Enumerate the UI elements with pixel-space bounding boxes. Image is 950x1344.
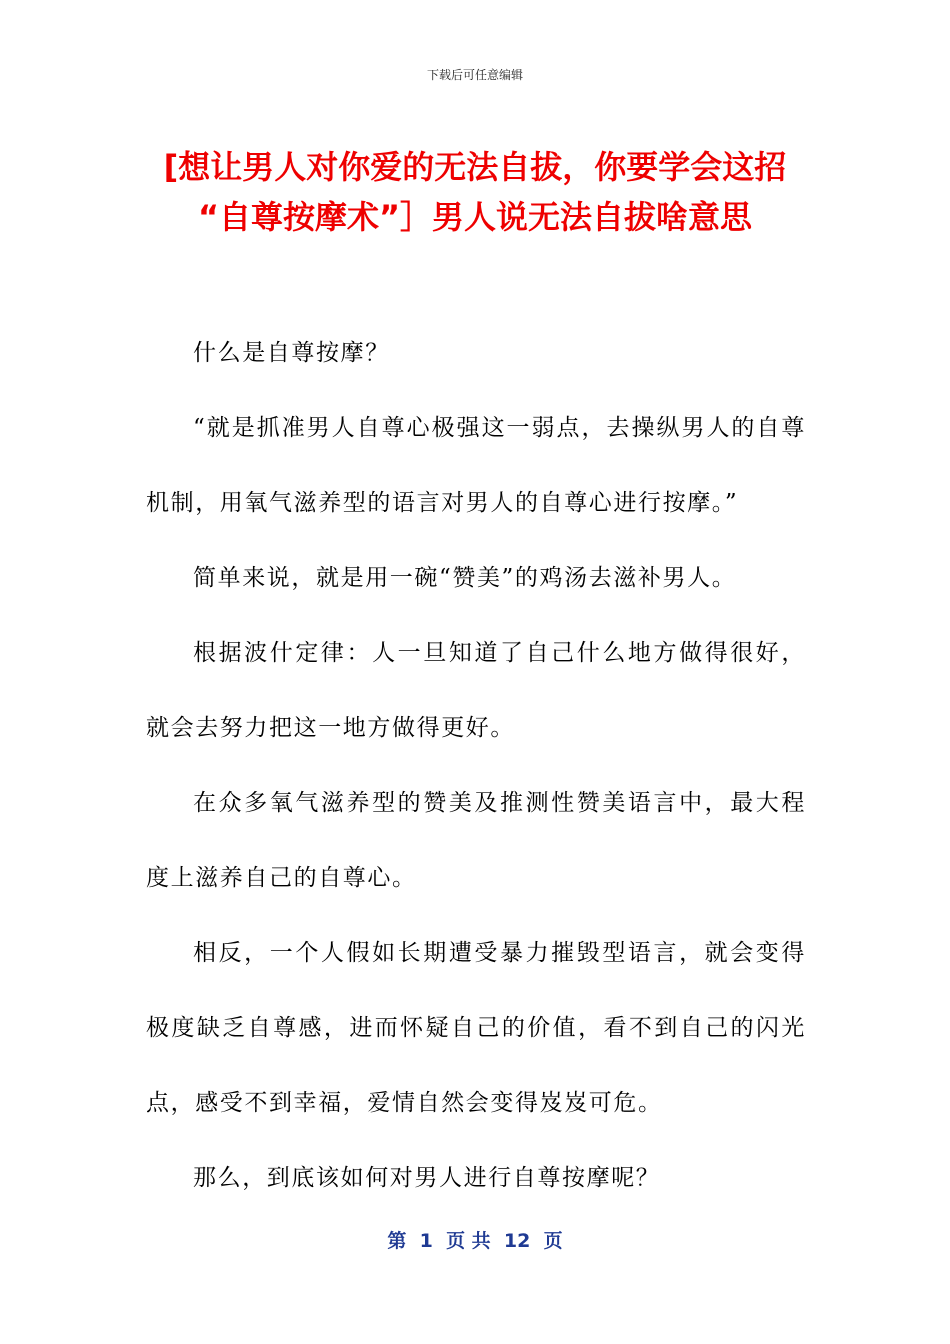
title-line-1: [想让男人对你爱的无法自拔，你要学会这招 — [163, 148, 787, 186]
paragraph: 在众多氧气滋养型的赞美及推测性赞美语言中，最大程度上滋养自己的自尊心。 — [146, 790, 806, 891]
paragraph: 那么，到底该如何对男人进行自尊按摩呢？ — [193, 1165, 661, 1191]
paragraph: 简单来说，就是用一碗“赞美”的鸡汤去滋补男人。 — [193, 565, 737, 591]
document-body — [146, 316, 806, 1216]
page-header-note: 下载后可任意编辑 — [426, 68, 523, 82]
title-line-2: “自尊按摩术”］男人说无法自拔啥意思 — [197, 198, 753, 236]
paragraph: 相反，一个人假如长期遭受暴力摧毁型语言，就会变得极度缺乏自尊感，进而怀疑自己的价值，看不到自己的闪光点，感受不到幸福，爱情自然会变得岌岌可危。 — [146, 940, 806, 1116]
paragraph: “就是抓准男人自尊心极强这一弱点，去操纵男人的自尊机制，用氧气滋养型的语言对男人的自尊心进行按摩。” — [146, 415, 806, 516]
paragraph: 根据波什定律：人一旦知道了自己什么地方做得很好，就会去努力把这一地方做得更好。 — [146, 640, 806, 741]
paragraph: 什么是自尊按摩？ — [193, 340, 390, 366]
document-title — [100, 142, 850, 242]
page-number-footer: 第 1 页 共 12 页 — [387, 1230, 563, 1252]
